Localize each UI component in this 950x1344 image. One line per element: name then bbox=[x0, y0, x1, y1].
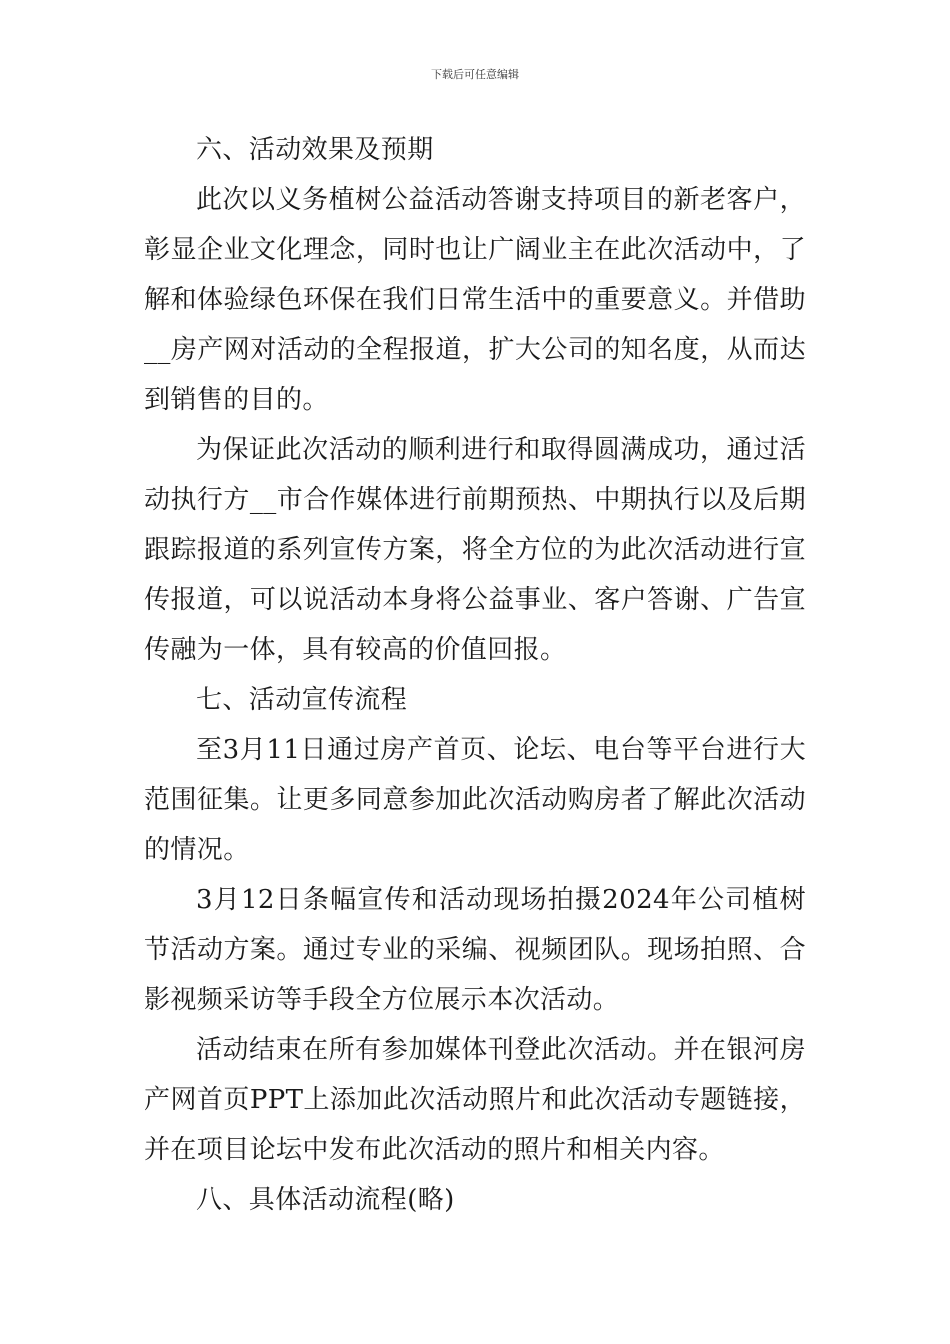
section-heading-7: 七、活动宣传流程 bbox=[196, 685, 408, 715]
section-heading-8: 八、具体活动流程(略) bbox=[196, 1185, 455, 1215]
document-body bbox=[144, 125, 806, 1225]
paragraph-promo-step-2: 3月12日条幅宣传和活动现场拍摄2024年公司植树节活动方案。通过专业的采编、视频团队。现场拍照、合影视频采访等手段全方位展示本次活动。 bbox=[144, 885, 806, 1015]
paragraph-media-plan: 为保证此次活动的顺利进行和取得圆满成功，通过活动执行方__市合作媒体进行前期预热、中期执行以及后期跟踪报道的系列宣传方案，将全方位的为此次活动进行宣传报道，可以说活动本身将公益事业、客户答谢、广告宣传融为一体，具有较高的价值回报。 bbox=[144, 435, 806, 665]
section-heading-6: 六、活动效果及预期 bbox=[196, 135, 434, 165]
page-header-note: 下载后可任意编辑 bbox=[431, 68, 519, 81]
paragraph-effect-expectation: 此次以义务植树公益活动答谢支持项目的新老客户，彰显企业文化理念，同时也让广阔业主在此次活动中，了解和体验绿色环保在我们日常生活中的重要意义。并借助__房产网对活动的全程报道，扩大公司的知名度，从而达到销售的目的。 bbox=[144, 185, 806, 415]
paragraph-promo-step-3: 活动结束在所有参加媒体刊登此次活动。并在银河房产网首页PPT上添加此次活动照片和此次活动专题链接，并在项目论坛中发布此次活动的照片和相关内容。 bbox=[144, 1035, 806, 1165]
paragraph-promo-step-1: 至3月11日通过房产首页、论坛、电台等平台进行大范围征集。让更多同意参加此次活动购房者了解此次活动的情况。 bbox=[144, 735, 806, 865]
